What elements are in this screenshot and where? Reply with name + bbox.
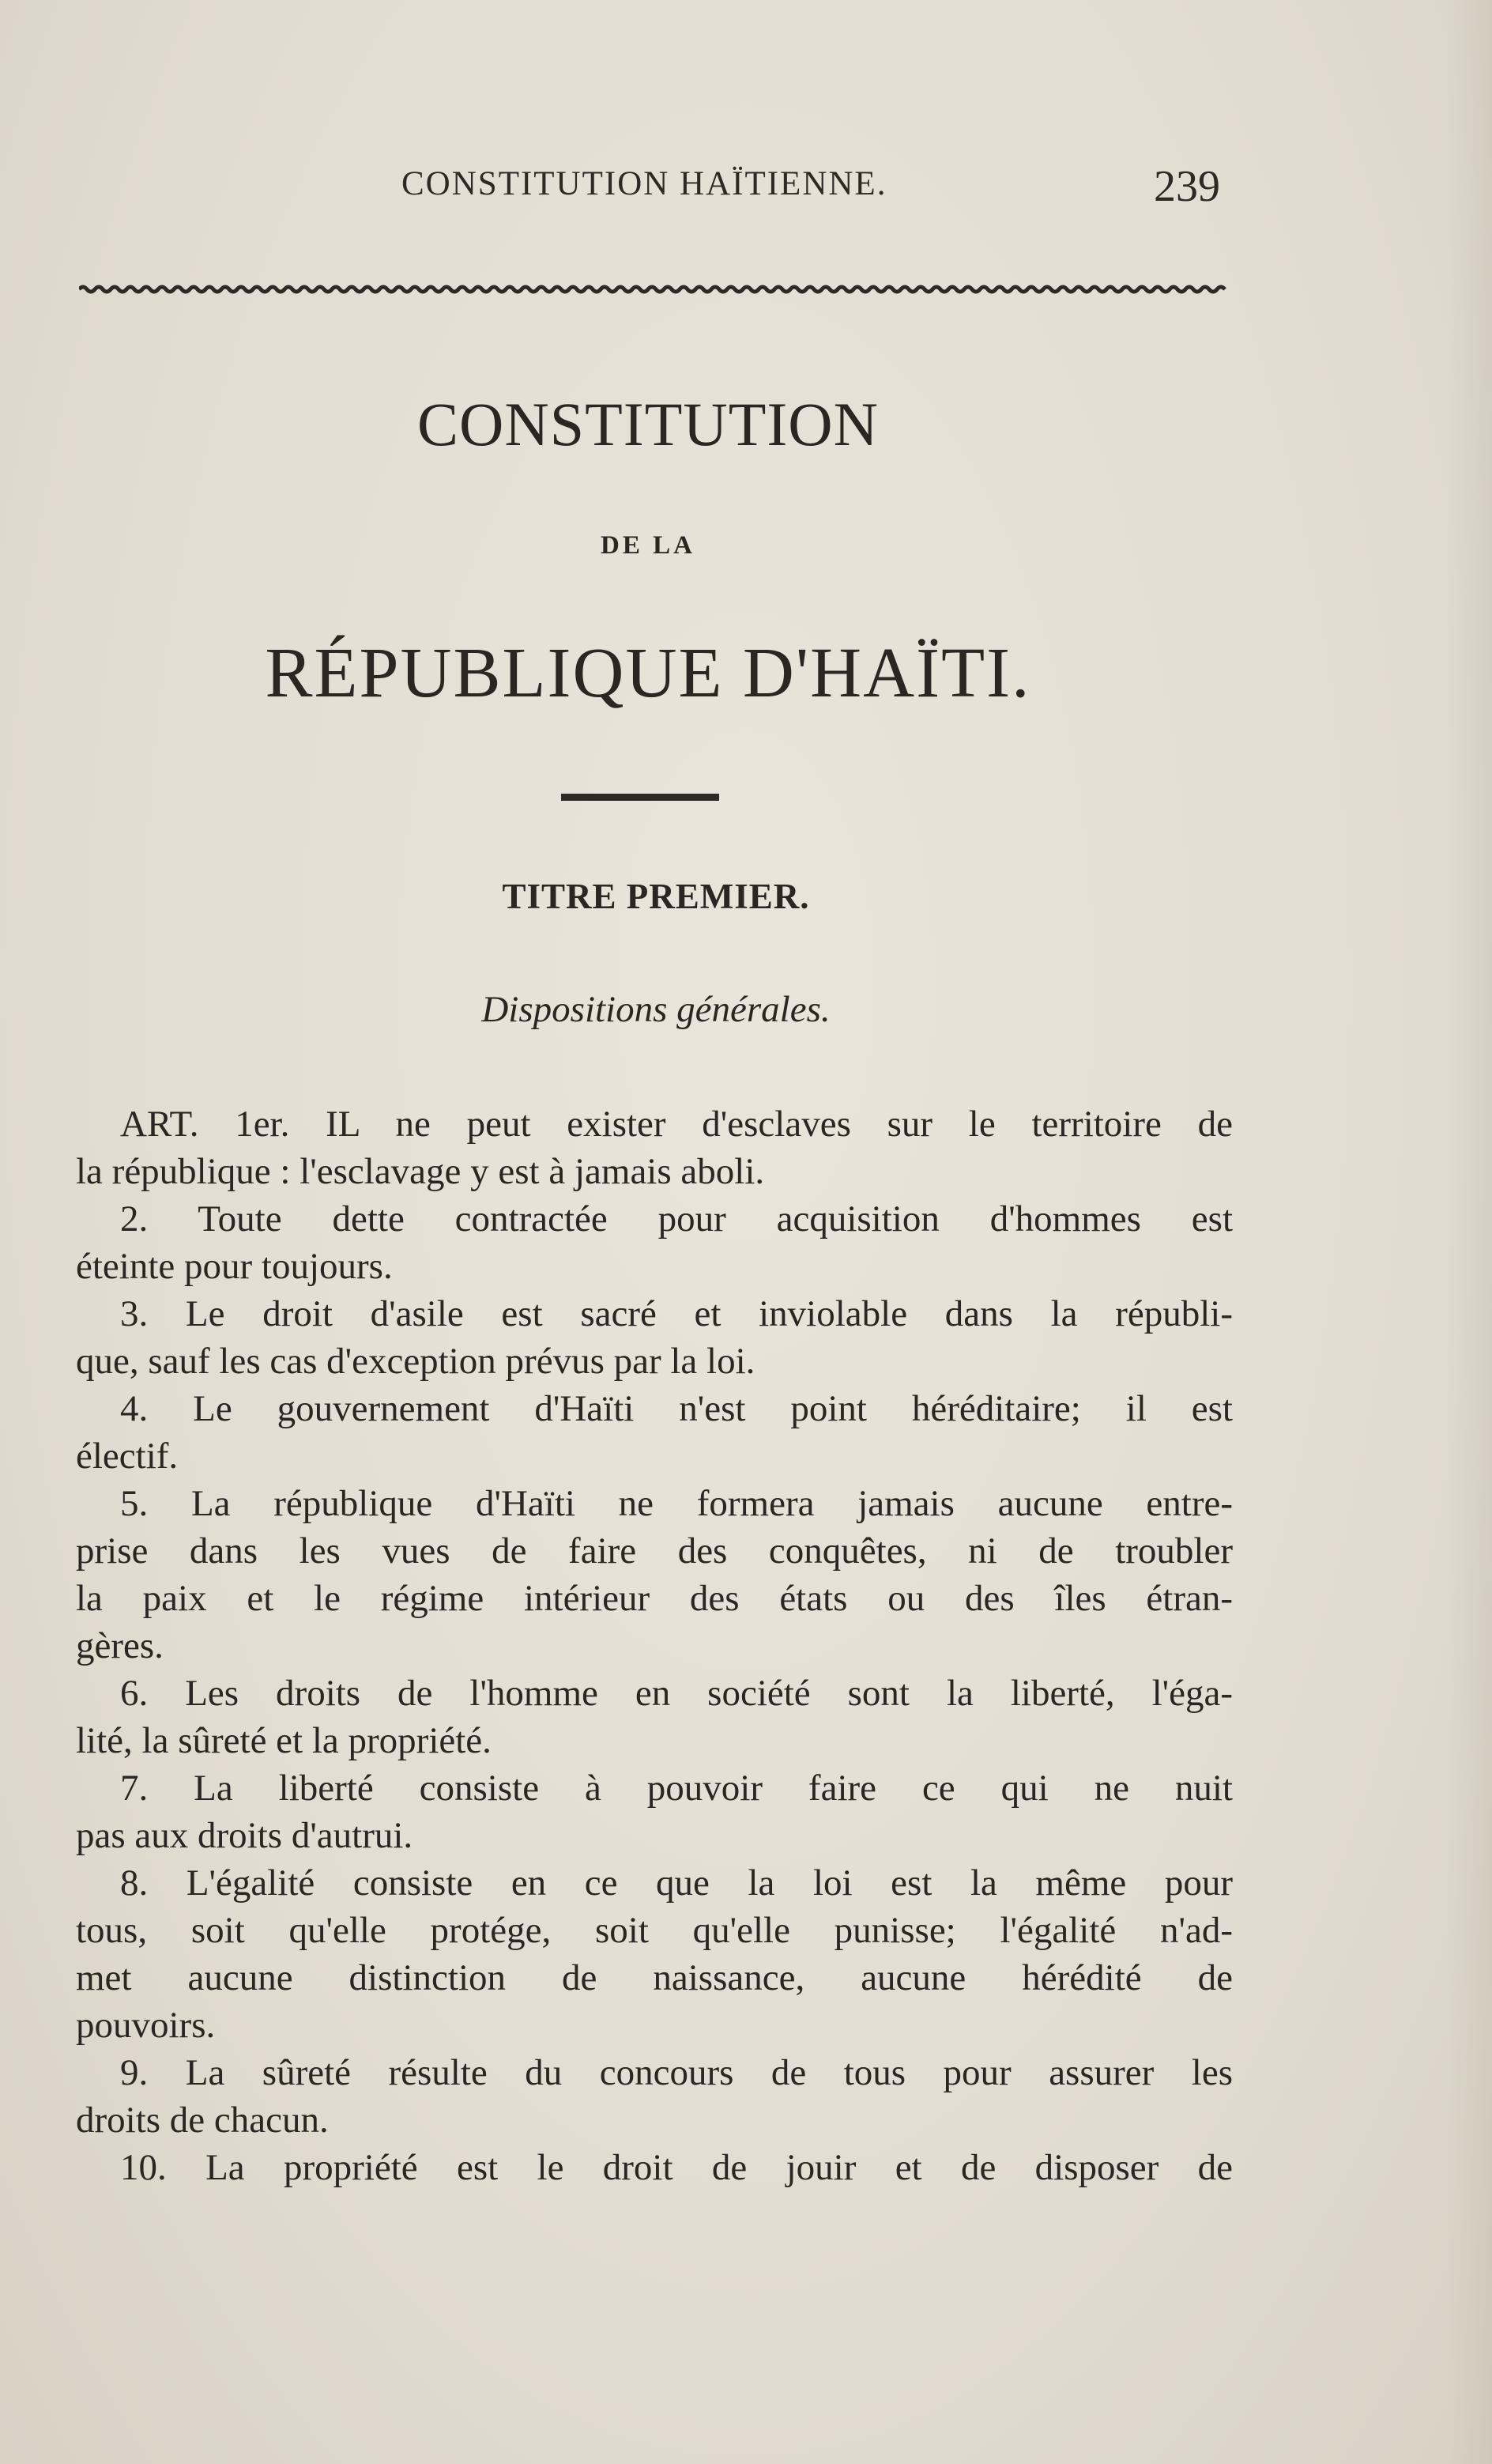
article-line: 10. La propriété est le droit de jouir et de disposer de <box>120 2147 1233 2188</box>
article-line: met aucune distinction de naissance, aucune hérédité de <box>76 1957 1233 1998</box>
article-line: 7. La liberté consiste à pouvoir faire ce qui ne nuit <box>120 1768 1233 1809</box>
title-de-la: DE LA <box>601 531 695 560</box>
article-line: 9. La sûreté résulte du concours de tous pour assurer les <box>120 2052 1233 2093</box>
article-line: ART. 1er. IL ne peut exister d'esclaves sur le territoire de <box>120 1104 1233 1145</box>
title-republique: RÉPUBLIQUE D'HAÏTI. <box>265 634 1031 712</box>
article-line: lité, la sûreté et la propriété. <box>76 1720 492 1761</box>
section-subtitle: Dispositions générales. <box>481 989 831 1030</box>
articles-text <box>76 1100 1233 2191</box>
article-line: la paix et le régime intérieur des états ou des îles étran- <box>76 1578 1233 1619</box>
article-line: pouvoirs. <box>76 2005 216 2046</box>
article-line: 5. La république d'Haïti ne formera jamais aucune entre- <box>120 1483 1233 1524</box>
article-line: éteinte pour toujours. <box>76 1246 393 1287</box>
title-rule-divider <box>561 794 719 801</box>
article-line: électif. <box>76 1436 179 1477</box>
article-line: 8. L'égalité consiste en ce que la loi est la même pour <box>120 1862 1233 1904</box>
running-title: CONSTITUTION HAÏTIENNE. <box>401 165 887 202</box>
article-line: 2. Toute dette contractée pour acquisition d'hommes est <box>120 1198 1233 1240</box>
page-number: 239 <box>1154 162 1220 211</box>
article-line: prise dans les vues de faire des conquêtes, ni de troubler <box>76 1530 1233 1572</box>
article-line: 4. Le gouvernement d'Haïti n'est point héréditaire; il est <box>120 1388 1233 1429</box>
article-line: pas aux droits d'autrui. <box>76 1815 413 1856</box>
article-line: gères. <box>76 1625 164 1666</box>
wavy-rule-ornament <box>79 277 1233 302</box>
article-line: 3. Le droit d'asile est sacré et inviolable dans la républi- <box>120 1293 1233 1334</box>
article-line: 6. Les droits de l'homme en société sont la liberté, l'éga- <box>120 1673 1233 1714</box>
title-constitution: CONSTITUTION <box>417 390 879 458</box>
article-line: droits de chacun. <box>76 2100 329 2141</box>
page-edge-shadow <box>1445 0 1492 2464</box>
section-title: TITRE PREMIER. <box>502 877 810 916</box>
article-line: la république : l'esclavage y est à jamais aboli. <box>76 1151 765 1192</box>
running-header <box>0 164 1492 212</box>
article-line: que, sauf les cas d'exception prévus par la loi. <box>76 1341 755 1382</box>
article-line: tous, soit qu'elle protége, soit qu'elle punisse; l'égalité n'ad- <box>76 1910 1233 1951</box>
